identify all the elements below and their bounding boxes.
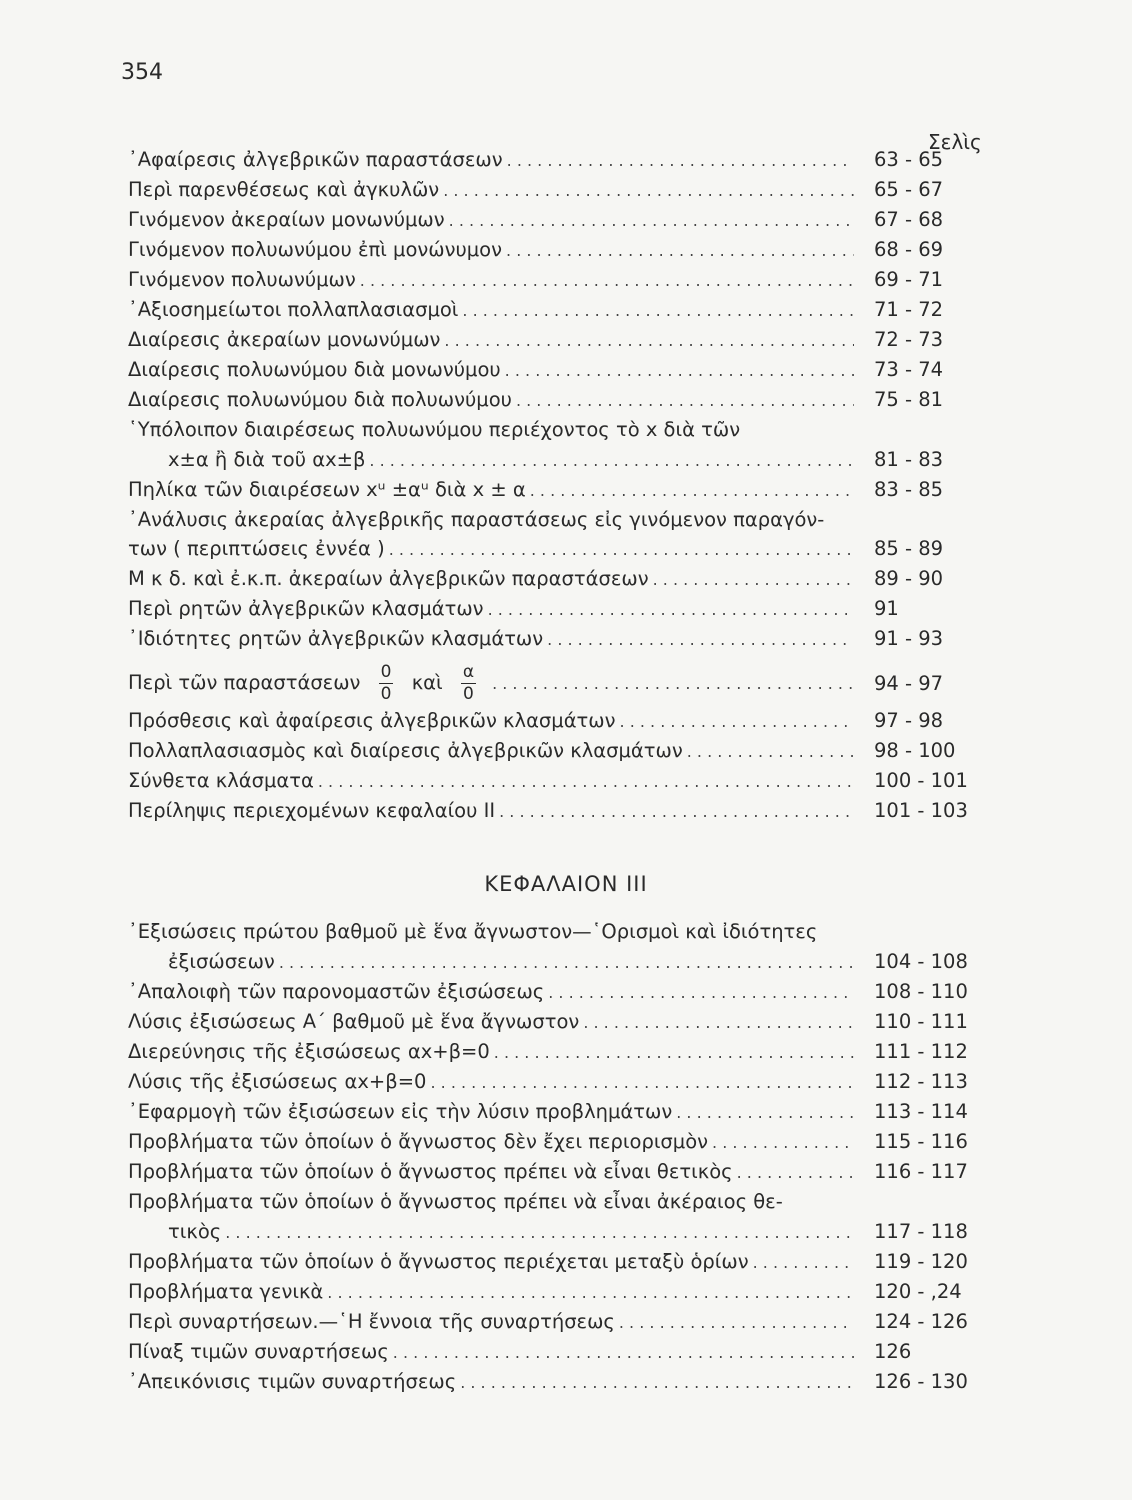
toc-entry-pages: 108 - 110 — [874, 980, 968, 1003]
toc-entry-title: Πρόσθεσις καὶ ἀφαίρεσις ἀλγεβρικῶν κλασμάτων — [128, 709, 616, 732]
toc-entry-pages: 110 - 111 — [874, 1010, 968, 1033]
toc-entry-title: ᾿Εξισώσεις πρώτου βαθμοῦ μὲ ἕνα ἄγνωστον—῾Ορισμοὶ καὶ ἰδιότητες — [128, 920, 818, 943]
dot-leader — [516, 391, 854, 410]
toc-entry-heading-line — [128, 508, 1002, 538]
toc-entry — [128, 358, 1002, 388]
toc-entry-pages: 115 - 116 — [874, 1130, 968, 1153]
toc-entry-pages: 124 - 126 — [874, 1310, 968, 1333]
toc-entry-pages: 120 - ,24 — [874, 1280, 962, 1303]
dot-leader — [506, 241, 854, 260]
fraction-numerator: α — [462, 661, 475, 682]
toc-entry — [128, 478, 1002, 508]
toc-entry — [128, 1310, 1002, 1340]
toc-entry — [128, 148, 1002, 178]
fraction-denominator: 0 — [463, 683, 474, 704]
toc-entry — [128, 1370, 1002, 1400]
dot-leader — [430, 1073, 854, 1092]
toc-entry-title: Περὶ συναρτήσεων.—῾Η ἔννοια τῆς συναρτήσεως — [128, 1310, 615, 1333]
toc-entry-pages: 97 - 98 — [874, 709, 944, 732]
toc-chapter-iii-entries — [128, 920, 1002, 1400]
toc-entry-title: Διαίρεσις ἀκεραίων μονωνύμων — [128, 328, 441, 351]
toc-chapter-ii-entries — [128, 148, 1002, 829]
dot-leader — [753, 1253, 854, 1272]
toc-entry-title: Γινόμενον πολυωνύμων — [128, 268, 356, 291]
toc-entry-pages: 104 - 108 — [874, 950, 968, 973]
toc-entry-pages: 91 - 93 — [874, 627, 944, 650]
dot-leader — [462, 301, 854, 320]
fraction-zero-over-zero — [379, 661, 394, 704]
dot-leader — [360, 271, 854, 290]
dot-leader — [460, 1373, 854, 1392]
toc-entry — [128, 268, 1002, 298]
toc-entry — [128, 328, 1002, 358]
dot-leader — [530, 481, 854, 500]
dot-leader — [687, 742, 854, 761]
toc-entry-title: Γινόμενον πολυωνύμου ἐπὶ μονώνυμον — [128, 238, 503, 261]
toc-entry-heading-line — [128, 1190, 1002, 1220]
toc-entry-title: ᾿Αξιοσημείωτοι πολλαπλασιασμοὶ — [128, 298, 459, 321]
dot-leader — [318, 772, 854, 791]
toc-entry — [128, 709, 1002, 739]
toc-entry-title: τικὸς — [168, 1220, 222, 1243]
toc-entry-title: Λύσις τῆς ἐξισώσεως αx+β=0 — [128, 1070, 427, 1093]
toc-entry — [128, 980, 1002, 1010]
toc-entry-pages: 63 - 65 — [874, 148, 944, 171]
toc-entry-title: Περὶ παρενθέσεως καὶ ἀγκυλῶν — [128, 178, 440, 201]
toc-entry-pages: 71 - 72 — [874, 298, 944, 321]
toc-entry-pages: 81 - 83 — [874, 448, 944, 471]
toc-entry — [128, 739, 1002, 769]
toc-entry-pages: 119 - 120 — [874, 1250, 968, 1273]
toc-entry-title: Προβλήματα τῶν ὁποίων ὁ ἄγνωστος περιέχεται μεταξὺ ὁρίων — [128, 1250, 749, 1273]
toc-entry-title: ᾿Ιδιότητες ρητῶν ἀλγεβρικῶν κλασμάτων — [128, 627, 544, 650]
toc-entry-pages: 65 - 67 — [874, 178, 944, 201]
toc-entry — [128, 567, 1002, 597]
dot-leader — [737, 1163, 854, 1182]
toc-entry-pages: 69 - 71 — [874, 268, 944, 291]
toc-entry-pages: 116 - 117 — [874, 1160, 968, 1183]
toc-entry-title: ἐξισώσεων — [168, 950, 275, 973]
toc-entry-title: Διαίρεσις πολυωνύμου διὰ μονωνύμου — [128, 358, 501, 381]
toc-entry-pages: 111 - 112 — [874, 1040, 968, 1063]
toc-entry — [128, 627, 1002, 657]
toc-entry — [128, 388, 1002, 418]
dot-leader — [444, 331, 854, 350]
toc-entry — [128, 1280, 1002, 1310]
dot-leader — [494, 1043, 854, 1062]
toc-entry-pages: 101 - 103 — [874, 799, 968, 822]
toc-entry-prefix: Περὶ τῶν παραστάσεων — [128, 670, 361, 694]
toc-entry — [128, 597, 1002, 627]
toc-entry — [128, 1130, 1002, 1160]
dot-leader — [712, 1133, 854, 1152]
toc-entry-title: ᾿Ανάλυσις ἀκεραίας ἀλγεβρικῆς παραστάσεως εἰς γινόμενον παραγόν- — [128, 508, 825, 531]
toc-entry-pages: 67 - 68 — [874, 208, 944, 231]
toc-entry-title: ῾Υπόλοιπον διαιρέσεως πολυωνύμου περιέχοντος τὸ x διὰ τῶν — [128, 418, 741, 441]
dot-leader — [505, 361, 854, 380]
toc-entry-pages: 94 - 97 — [874, 671, 944, 695]
dot-leader — [583, 1013, 854, 1032]
toc-entry-title: Λύσις ἐξισώσεως Α΄ βαθμοῦ μὲ ἕνα ἄγνωστον — [128, 1010, 580, 1033]
toc-entry-title: ᾿Αφαίρεσις ἀλγεβρικῶν παραστάσεων — [128, 148, 503, 171]
dot-leader — [619, 1313, 854, 1332]
toc-entry-heading-line — [128, 418, 1002, 448]
toc-entry — [128, 178, 1002, 208]
toc-entry — [128, 1160, 1002, 1190]
toc-entry — [128, 1100, 1002, 1130]
dot-leader — [547, 630, 854, 649]
toc-entry-pages: 117 - 118 — [874, 1220, 968, 1243]
toc-entry-pages: 98 - 100 — [874, 739, 956, 762]
toc-entry-pages: 85 - 89 — [874, 537, 944, 560]
chapter-heading: ΚΕΦΑΛΑΙΟΝ III — [484, 872, 648, 896]
toc-entry-pages: 100 - 101 — [874, 769, 968, 792]
toc-entry-pages: 91 — [874, 597, 899, 620]
fraction-numerator: 0 — [380, 661, 392, 682]
toc-entry-title — [128, 661, 488, 704]
toc-entry-title: Προβλήματα τῶν ὁποίων ὁ ἄγνωστος δὲν ἔχει περιορισμὸν — [128, 1130, 709, 1153]
dot-leader — [369, 451, 854, 470]
dot-leader — [620, 712, 854, 731]
dot-leader — [676, 1103, 854, 1122]
toc-entry-title: Προβλήματα τῶν ὁποίων ὁ ἄγνωστος πρέπει νὰ εἶναι ἀκέραιος θε- — [128, 1190, 783, 1213]
toc-entry-title: Σύνθετα κλάσματα — [128, 769, 314, 792]
page-column-header: Σελὶς — [928, 130, 982, 154]
toc-entry-title: Γινόμενον ἀκεραίων μονωνύμων — [128, 208, 445, 231]
toc-entry — [128, 1070, 1002, 1100]
dot-leader — [548, 983, 854, 1002]
toc-entry-title: Πολλαπλασιασμὸς καὶ διαίρεσις ἀλγεβρικῶν κλασμάτων — [128, 739, 683, 762]
toc-entry-pages: 68 - 69 — [874, 238, 944, 261]
toc-entry-pages: 126 - 130 — [874, 1370, 968, 1393]
toc-entry-title: Περίληψις περιεχομένων κεφαλαίου II — [128, 799, 496, 822]
toc-entry-pages: 112 - 113 — [874, 1070, 968, 1093]
dot-leader — [327, 1283, 854, 1302]
toc-entry — [128, 537, 1002, 567]
toc-entry-fractions — [128, 657, 1002, 709]
dot-leader — [507, 151, 854, 170]
fraction-denominator: 0 — [380, 683, 392, 704]
toc-entry-title: ᾿Απαλοιφὴ τῶν παρονομαστῶν ἐξισώσεως — [128, 980, 545, 1003]
toc-entry — [128, 1340, 1002, 1370]
toc-entry-title: ᾿Απεικόνισις τιμῶν συναρτήσεως — [128, 1370, 457, 1393]
toc-entry-title: Διαίρεσις πολυωνύμου διὰ πολυωνύμου — [128, 388, 512, 411]
dot-leader — [449, 211, 854, 230]
toc-entry-pages: 113 - 114 — [874, 1100, 968, 1123]
page-number: 354 — [121, 60, 163, 85]
dot-leader — [653, 570, 854, 589]
dot-leader — [225, 1223, 854, 1242]
toc-entry-title: Μ κ δ. καὶ ἐ.κ.π. ἀκεραίων ἀλγεβρικῶν παραστάσεων — [128, 567, 649, 590]
toc-entry-conjunction: καὶ — [411, 670, 443, 694]
toc-entry-pages: 73 - 74 — [874, 358, 944, 381]
fraction-alpha-over-zero — [461, 661, 476, 704]
toc-entry-title: Προβλήματα τῶν ὁποίων ὁ ἄγνωστος πρέπει νὰ εἶναι θετικὸς — [128, 1160, 733, 1183]
dot-leader — [443, 181, 854, 200]
toc-entry — [128, 799, 1002, 829]
toc-entry-title: Περὶ ρητῶν ἀλγεβρικῶν κλασμάτων — [128, 597, 484, 620]
toc-entry — [128, 208, 1002, 238]
dot-leader — [499, 802, 854, 821]
toc-entry-heading-line — [128, 920, 1002, 950]
dot-leader — [488, 600, 854, 619]
toc-entry-pages: 72 - 73 — [874, 328, 944, 351]
toc-entry — [128, 1010, 1002, 1040]
toc-entry — [128, 1220, 1002, 1250]
toc-entry — [128, 769, 1002, 799]
toc-entry — [128, 238, 1002, 268]
toc-entry — [128, 950, 1002, 980]
toc-entry-pages: 75 - 81 — [874, 388, 944, 411]
dot-leader — [389, 540, 854, 559]
toc-entry-title: Διερεύνησις τῆς ἐξισώσεως αx+β=0 — [128, 1040, 490, 1063]
toc-entry-title: Πίναξ τιμῶν συναρτήσεως — [128, 1340, 389, 1363]
dot-leader — [492, 674, 854, 693]
toc-entry — [128, 448, 1002, 478]
toc-entry-title: Προβλήματα γενικὰ — [128, 1280, 324, 1303]
toc-entry-title: των ( περιπτώσεις ἐννέα ) — [128, 537, 385, 560]
toc-entry-title: ᾿Εφαρμογὴ τῶν ἐξισώσεων εἰς τὴν λύσιν προβλημάτων — [128, 1100, 673, 1123]
dot-leader — [279, 953, 854, 972]
toc-entry — [128, 1250, 1002, 1280]
toc-entry-pages: 126 — [874, 1340, 912, 1363]
toc-entry — [128, 298, 1002, 328]
toc-entry — [128, 1040, 1002, 1070]
toc-entry-pages: 89 - 90 — [874, 567, 944, 590]
toc-entry-pages: 83 - 85 — [874, 478, 944, 501]
toc-entry-title: Πηλίκα τῶν διαιρέσεων xᵘ ±αᵘ διὰ x ± α — [128, 478, 526, 501]
toc-entry-title: x±α ἢ διὰ τοῦ αx±β — [168, 448, 366, 471]
dot-leader — [393, 1343, 854, 1362]
